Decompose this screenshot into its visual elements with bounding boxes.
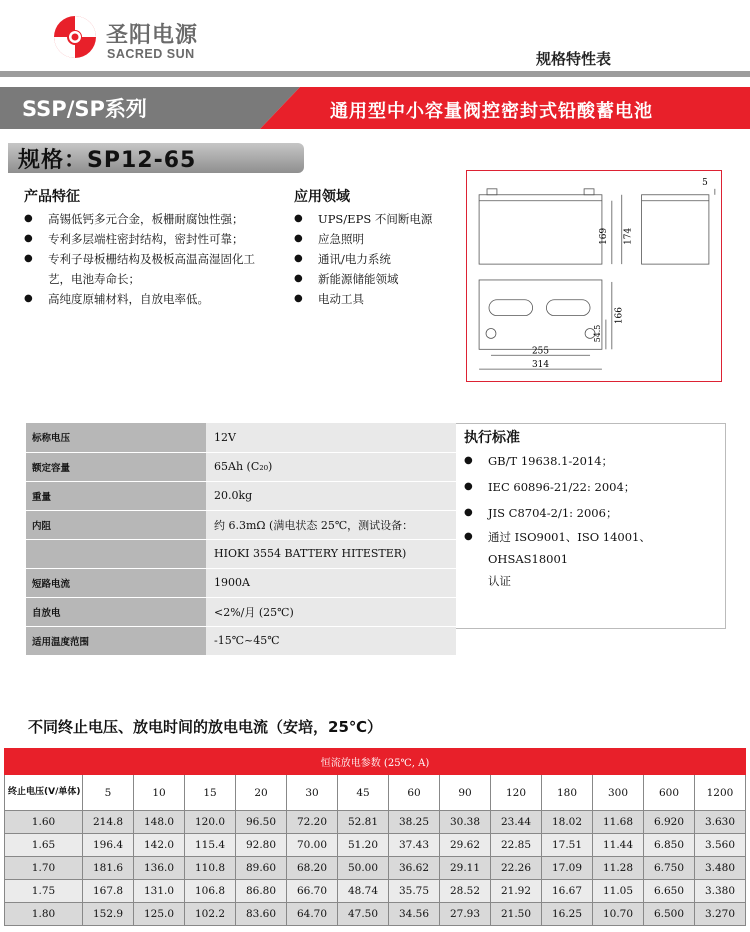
current-cell: 92.80 bbox=[236, 834, 287, 857]
discharge-table bbox=[4, 748, 746, 926]
dim-side-height: 166 bbox=[614, 307, 625, 325]
table-row bbox=[26, 510, 456, 539]
time-header: 1200 bbox=[695, 775, 746, 811]
spec-key bbox=[26, 539, 206, 568]
current-cell: 142.0 bbox=[134, 834, 185, 857]
current-cell: 136.0 bbox=[134, 857, 185, 880]
current-cell: 64.70 bbox=[287, 903, 338, 926]
current-cell: 17.51 bbox=[542, 834, 593, 857]
time-header: 5 bbox=[83, 775, 134, 811]
spec-key: 重量 bbox=[26, 481, 206, 510]
standards-title: 执行标准 bbox=[464, 430, 520, 446]
time-header: 180 bbox=[542, 775, 593, 811]
time-header: 20 bbox=[236, 775, 287, 811]
dim-inner-width: 255 bbox=[532, 346, 550, 357]
standards-cert-text: 通过 ISO9001、ISO 14001、OHSAS18001 bbox=[488, 530, 651, 566]
spec-value: 65Ah (C₂₀) bbox=[206, 452, 456, 481]
current-cell: 110.8 bbox=[185, 857, 236, 880]
current-cell: 3.380 bbox=[695, 880, 746, 903]
current-cell: 196.4 bbox=[83, 834, 134, 857]
time-header: 90 bbox=[440, 775, 491, 811]
current-cell: 47.50 bbox=[338, 903, 389, 926]
series-description: 通用型中小容量阀控密封式铅酸蓄电池 bbox=[330, 101, 653, 122]
table-row bbox=[26, 626, 456, 655]
current-cell: 18.02 bbox=[542, 811, 593, 834]
row-label-header: 终止电压(V/单体) bbox=[5, 775, 83, 811]
current-cell: 125.0 bbox=[134, 903, 185, 926]
brand-name-cn: 圣阳电源 bbox=[106, 23, 199, 48]
current-cell: 83.60 bbox=[236, 903, 287, 926]
list-item: ● UPS/EPS 不间断电源 bbox=[292, 209, 472, 229]
current-cell: 181.6 bbox=[83, 857, 134, 880]
current-cell: 36.62 bbox=[389, 857, 440, 880]
current-cell: 106.8 bbox=[185, 880, 236, 903]
current-cell: 102.2 bbox=[185, 903, 236, 926]
spec-key: 标称电压 bbox=[26, 423, 206, 452]
spec-value: <2%/月 (25℃) bbox=[206, 597, 456, 626]
table-row bbox=[26, 481, 456, 510]
series-label: SSP/SP系列 bbox=[22, 97, 147, 121]
current-cell: 3.630 bbox=[695, 811, 746, 834]
discharge-caption: 恒流放电参数 (25℃, A) bbox=[5, 749, 746, 775]
current-cell: 28.52 bbox=[440, 880, 491, 903]
voltage-cell: 1.70 bbox=[5, 857, 83, 880]
current-cell: 11.28 bbox=[593, 857, 644, 880]
dim-terminal-height: 54.5 bbox=[592, 324, 602, 343]
current-cell: 70.00 bbox=[287, 834, 338, 857]
features-list bbox=[22, 209, 268, 309]
discharge-title: 不同终止电压、放电时间的放电电流（安培，25℃） bbox=[28, 718, 383, 736]
list-item: ● 高锡低钙多元合金，板栅耐腐蚀性强； bbox=[22, 209, 268, 229]
table-row bbox=[5, 880, 746, 903]
current-cell: 214.8 bbox=[83, 811, 134, 834]
discharge-body bbox=[5, 811, 746, 926]
dim-terminal: 5 bbox=[702, 177, 708, 188]
document-type: 规格特性表 bbox=[536, 50, 612, 68]
table-row bbox=[5, 834, 746, 857]
time-header: 45 bbox=[338, 775, 389, 811]
time-header: 15 bbox=[185, 775, 236, 811]
current-cell: 11.44 bbox=[593, 834, 644, 857]
spec-value: 20.0kg bbox=[206, 481, 456, 510]
list-item: ● 新能源储能领域 bbox=[292, 269, 472, 289]
current-cell: 11.05 bbox=[593, 880, 644, 903]
current-cell: 6.920 bbox=[644, 811, 695, 834]
list-item: ● GB/T 19638.1-2014； bbox=[462, 448, 724, 474]
table-row bbox=[5, 903, 746, 926]
current-cell: 6.750 bbox=[644, 857, 695, 880]
current-cell: 16.25 bbox=[542, 903, 593, 926]
current-cell: 21.50 bbox=[491, 903, 542, 926]
applications-list bbox=[292, 209, 472, 309]
current-cell: 89.60 bbox=[236, 857, 287, 880]
current-cell: 6.850 bbox=[644, 834, 695, 857]
current-cell: 50.00 bbox=[338, 857, 389, 880]
table-row bbox=[5, 857, 746, 880]
spec-value: -15℃~45℃ bbox=[206, 626, 456, 655]
current-cell: 68.20 bbox=[287, 857, 338, 880]
list-item: ● 通讯/电力系统 bbox=[292, 249, 472, 269]
time-header: 60 bbox=[389, 775, 440, 811]
current-cell: 22.26 bbox=[491, 857, 542, 880]
voltage-cell: 1.75 bbox=[5, 880, 83, 903]
spec-key: 额定容量 bbox=[26, 452, 206, 481]
current-cell: 16.67 bbox=[542, 880, 593, 903]
time-header: 10 bbox=[134, 775, 185, 811]
current-cell: 152.9 bbox=[83, 903, 134, 926]
current-cell: 96.50 bbox=[236, 811, 287, 834]
list-item: ● IEC 60896-21/22: 2004； bbox=[462, 474, 724, 500]
standards-cert-suffix: 认证 bbox=[488, 574, 511, 588]
time-header: 30 bbox=[287, 775, 338, 811]
current-cell: 37.43 bbox=[389, 834, 440, 857]
current-cell: 35.75 bbox=[389, 880, 440, 903]
list-item bbox=[462, 526, 724, 592]
list-item: ● 电动工具 bbox=[292, 289, 472, 309]
table-caption-row bbox=[5, 749, 746, 775]
current-cell: 51.20 bbox=[338, 834, 389, 857]
current-cell: 22.85 bbox=[491, 834, 542, 857]
current-cell: 11.68 bbox=[593, 811, 644, 834]
spec-table bbox=[26, 423, 456, 656]
current-cell: 17.09 bbox=[542, 857, 593, 880]
current-cell: 21.92 bbox=[491, 880, 542, 903]
spec-value: 1900A bbox=[206, 568, 456, 597]
current-cell: 27.93 bbox=[440, 903, 491, 926]
table-row bbox=[26, 423, 456, 452]
current-cell: 3.480 bbox=[695, 857, 746, 880]
current-cell: 48.74 bbox=[338, 880, 389, 903]
header-divider bbox=[0, 71, 750, 77]
battery-dimension-drawing bbox=[466, 170, 722, 382]
spec-key: 内阻 bbox=[26, 510, 206, 539]
model-label: 规格：SP12-65 bbox=[18, 148, 197, 173]
voltage-cell: 1.65 bbox=[5, 834, 83, 857]
dim-length: 314 bbox=[532, 360, 550, 371]
table-row bbox=[26, 452, 456, 481]
standards-list bbox=[462, 448, 724, 592]
current-cell: 6.500 bbox=[644, 903, 695, 926]
current-cell: 72.20 bbox=[287, 811, 338, 834]
current-cell: 23.44 bbox=[491, 811, 542, 834]
table-row bbox=[26, 568, 456, 597]
list-item: ● 高纯度原辅材料，自放电率低。 bbox=[22, 289, 268, 309]
list-item: ● 专利多层端柱密封结构，密封性可靠； bbox=[22, 229, 268, 249]
current-cell: 120.0 bbox=[185, 811, 236, 834]
current-cell: 30.38 bbox=[440, 811, 491, 834]
list-item: ● 专利子母板栅结构及极板高温高湿固化工艺，电池寿命长； bbox=[22, 249, 268, 289]
current-cell: 148.0 bbox=[134, 811, 185, 834]
list-item: ● JIS C8704-2/1: 2006； bbox=[462, 500, 724, 526]
current-cell: 86.80 bbox=[236, 880, 287, 903]
time-header: 600 bbox=[644, 775, 695, 811]
current-cell: 6.650 bbox=[644, 880, 695, 903]
spec-value: 12V bbox=[206, 423, 456, 452]
current-cell: 167.8 bbox=[83, 880, 134, 903]
spec-value: 约 6.3mΩ (满电状态 25℃，测试设备： bbox=[206, 510, 456, 539]
table-row bbox=[5, 811, 746, 834]
list-item: ● 应急照明 bbox=[292, 229, 472, 249]
current-cell: 66.70 bbox=[287, 880, 338, 903]
features-title: 产品特征 bbox=[24, 189, 80, 205]
sacred-sun-logo-icon bbox=[52, 14, 98, 60]
current-cell: 52.81 bbox=[338, 811, 389, 834]
current-cell: 34.56 bbox=[389, 903, 440, 926]
current-cell: 3.560 bbox=[695, 834, 746, 857]
table-row bbox=[26, 539, 456, 568]
voltage-cell: 1.80 bbox=[5, 903, 83, 926]
dim-top-height: 169 bbox=[598, 227, 609, 245]
current-cell: 3.270 bbox=[695, 903, 746, 926]
spec-key: 适用温度范围 bbox=[26, 626, 206, 655]
current-cell: 115.4 bbox=[185, 834, 236, 857]
table-header-row bbox=[5, 775, 746, 811]
current-cell: 38.25 bbox=[389, 811, 440, 834]
spec-key: 自放电 bbox=[26, 597, 206, 626]
current-cell: 29.11 bbox=[440, 857, 491, 880]
spec-key: 短路电流 bbox=[26, 568, 206, 597]
time-header: 300 bbox=[593, 775, 644, 811]
current-cell: 10.70 bbox=[593, 903, 644, 926]
time-header: 120 bbox=[491, 775, 542, 811]
brand-name-en: SACRED SUN bbox=[107, 47, 195, 61]
voltage-cell: 1.60 bbox=[5, 811, 83, 834]
current-cell: 29.62 bbox=[440, 834, 491, 857]
applications-title: 应用领域 bbox=[294, 189, 350, 205]
spec-value: HIOKI 3554 BATTERY HITESTER) bbox=[206, 539, 456, 568]
dim-total-height: 174 bbox=[623, 227, 634, 245]
table-row bbox=[26, 597, 456, 626]
current-cell: 131.0 bbox=[134, 880, 185, 903]
